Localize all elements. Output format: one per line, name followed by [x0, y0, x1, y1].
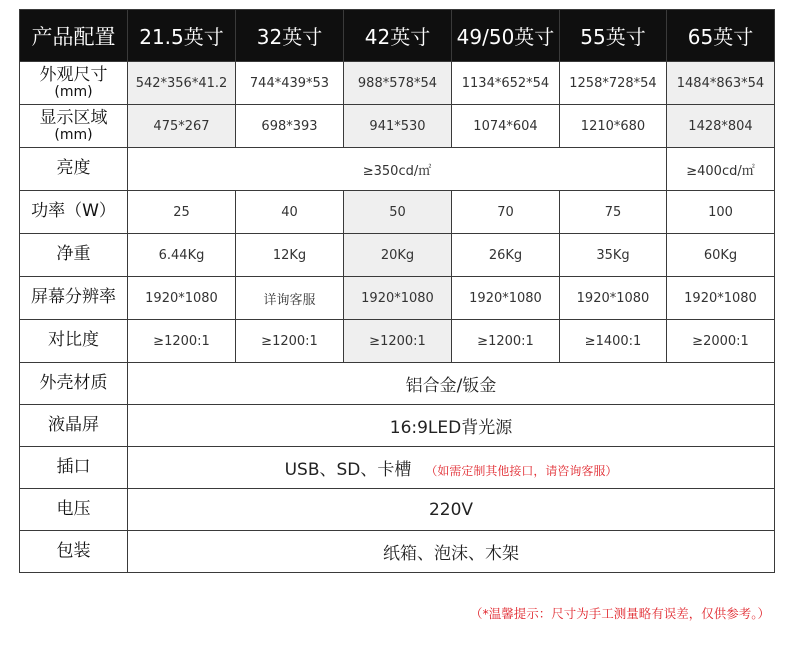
header-size-65: 65英寸 — [667, 10, 775, 62]
cell: 475*267 — [128, 105, 236, 148]
cell-brightness-main: ≥350cd/㎡ — [128, 148, 667, 191]
cell: 25 — [128, 191, 236, 234]
row-voltage — [20, 489, 775, 531]
cell: 1920*1080 — [452, 277, 560, 320]
cell: ≥1200:1 — [236, 320, 344, 363]
row-ports — [20, 447, 775, 489]
cell: 1428*804 — [667, 105, 775, 148]
header-corner: 产品配置 — [20, 10, 128, 62]
label-text: 外观尺寸 — [39, 64, 108, 85]
spec-table — [19, 9, 775, 573]
ports-value: USB、SD、卡槽 — [284, 460, 412, 480]
cell: 35Kg — [560, 234, 667, 277]
cell: ≥2000:1 — [667, 320, 775, 363]
row-packaging — [20, 531, 775, 573]
row-dimensions — [20, 62, 775, 105]
cell: 1920*1080 — [344, 277, 452, 320]
cell: 988*578*54 — [344, 62, 452, 105]
cell-packaging: 纸箱、泡沫、木架 — [128, 531, 775, 573]
row-label: 亮度 — [20, 148, 128, 191]
cell: 12Kg — [236, 234, 344, 277]
row-label: 电压 — [20, 489, 128, 531]
cell-lcd: 16:9LED背光源 — [128, 405, 775, 447]
cell: 50 — [344, 191, 452, 234]
cell: 6.44Kg — [128, 234, 236, 277]
cell: 1258*728*54 — [560, 62, 667, 105]
label-unit: (mm) — [54, 126, 93, 143]
header-size-32: 32英寸 — [236, 10, 344, 62]
cell-voltage: 220V — [128, 489, 775, 531]
cell: 698*393 — [236, 105, 344, 148]
cell: 60Kg — [667, 234, 775, 277]
cell: 1920*1080 — [560, 277, 667, 320]
cell: ≥1200:1 — [452, 320, 560, 363]
cell: ≥1200:1 — [344, 320, 452, 363]
row-resolution — [20, 277, 775, 320]
cell: 542*356*41.2 — [128, 62, 236, 105]
cell: 100 — [667, 191, 775, 234]
cell: 744*439*53 — [236, 62, 344, 105]
row-label: 对比度 — [20, 320, 128, 363]
cell: 75 — [560, 191, 667, 234]
row-label — [20, 62, 128, 105]
row-label: 插口 — [20, 447, 128, 489]
cell-shell: 铝合金/钣金 — [128, 363, 775, 405]
row-label: 功率（W） — [20, 191, 128, 234]
header-size-55: 55英寸 — [560, 10, 667, 62]
cell: 1920*1080 — [667, 277, 775, 320]
cell: ≥1200:1 — [128, 320, 236, 363]
row-power — [20, 191, 775, 234]
cell: 1484*863*54 — [667, 62, 775, 105]
cell: 1210*680 — [560, 105, 667, 148]
cell: 1074*604 — [452, 105, 560, 148]
cell: 26Kg — [452, 234, 560, 277]
row-contrast — [20, 320, 775, 363]
header-size-49-50: 49/50英寸 — [452, 10, 560, 62]
label-unit: (mm) — [54, 83, 93, 100]
row-label: 液晶屏 — [20, 405, 128, 447]
row-label: 屏幕分辨率 — [20, 277, 128, 320]
cell: 20Kg — [344, 234, 452, 277]
row-label: 包装 — [20, 531, 128, 573]
cell: ≥1400:1 — [560, 320, 667, 363]
header-size-42: 42英寸 — [344, 10, 452, 62]
row-shell — [20, 363, 775, 405]
row-label — [20, 105, 128, 148]
cell: 详询客服 — [236, 277, 344, 320]
row-label: 净重 — [20, 234, 128, 277]
row-weight — [20, 234, 775, 277]
row-brightness — [20, 148, 775, 191]
cell-brightness-65: ≥400cd/㎡ — [667, 148, 775, 191]
row-display-area — [20, 105, 775, 148]
cell: 40 — [236, 191, 344, 234]
row-lcd — [20, 405, 775, 447]
cell: 941*530 — [344, 105, 452, 148]
cell: 1134*652*54 — [452, 62, 560, 105]
footer-note: （*温馨提示：尺寸为手工测量略有误差，仅供参考。） — [469, 606, 770, 621]
row-label: 外壳材质 — [20, 363, 128, 405]
cell-ports — [128, 447, 775, 489]
cell: 70 — [452, 191, 560, 234]
cell: 1920*1080 — [128, 277, 236, 320]
header-row — [20, 10, 775, 62]
header-size-21-5: 21.5英寸 — [128, 10, 236, 62]
ports-note: （如需定制其他接口，请咨询客服） — [425, 464, 618, 478]
label-text: 显示区域 — [39, 107, 108, 128]
